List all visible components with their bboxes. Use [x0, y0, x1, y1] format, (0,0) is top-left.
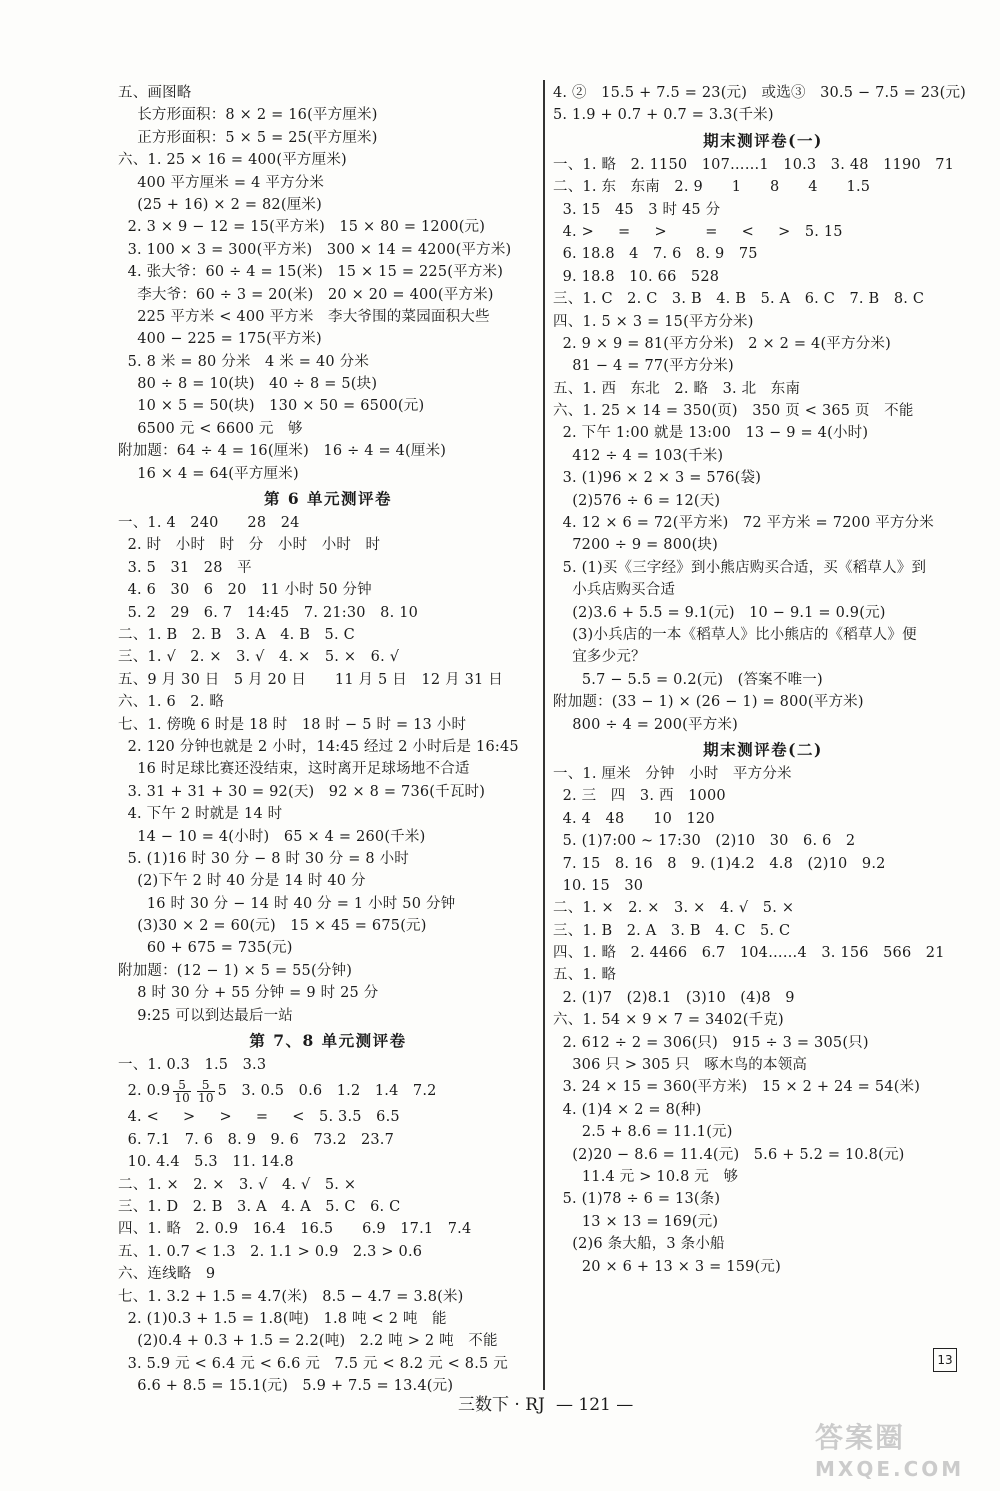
answer-line: 9:25 可以到达最后一站: [118, 1007, 294, 1024]
answer-line: 2. 时 小时 时 分 小时 小时 时: [118, 537, 381, 554]
answer-line: 306 只 > 305 只 啄木鸟的本领高: [553, 1057, 808, 1074]
answer-line: 6500 元 < 6600 元 够: [118, 420, 303, 437]
answer-line: 六、1. 6 2. 略: [118, 694, 225, 711]
answer-line: 七、1. 3.2 + 1.5 = 4.7(米) 8.5 − 4.7 = 3.8(米): [118, 1288, 464, 1305]
fraction-denominator: 10: [198, 1090, 214, 1105]
answer-line: 11.4 元 > 10.8 元 够: [553, 1168, 739, 1185]
answer-line: (3)30 × 2 = 60(元) 15 × 45 = 675(元): [118, 918, 427, 935]
answer-line: 2. (1)7 (2)8.1 (3)10 (4)8 9: [553, 989, 795, 1006]
answer-line: 长方形面积：8 × 2 = 16(平方厘米): [118, 107, 378, 124]
answer-line: 五、1. 略: [553, 967, 617, 984]
fraction-denominator: 10: [174, 1090, 190, 1105]
answer-line: 7. 15 8. 16 8 9. (1)4.2 4.8 (2)10 9.2: [553, 855, 886, 872]
answer-text: 2. 0.9: [118, 1083, 171, 1100]
answer-line: 2. 120 分钟也就是 2 小时，14:45 经过 2 小时后是 16:45: [118, 738, 519, 755]
answer-line: 六、1. 54 × 9 × 7 = 3402(千克): [553, 1012, 784, 1029]
answer-line: 正方形面积：5 × 5 = 25(平方厘米): [118, 129, 378, 146]
answer-line: 二、1. B 2. B 3. A 4. B 5. C: [118, 626, 355, 643]
answer-line: 七、1. 傍晚 6 时是 18 时 18 时 − 5 时 = 13 小时: [118, 716, 467, 733]
answer-line: 二、1. × 2. × 3. × 4. √ 5. ×: [553, 900, 795, 917]
fraction-numerator: 5: [173, 1079, 191, 1092]
answer-line: 8 时 30 分 + 55 分钟 = 9 时 25 分: [118, 985, 379, 1002]
answer-line: 5. 1.9 + 0.7 + 0.7 = 3.3(千米): [553, 107, 774, 124]
answer-line: 六、1. 25 × 14 = 350(页) 350 页 < 365 页 不能: [553, 403, 914, 420]
section-title: 期末测评卷(二): [703, 739, 823, 759]
answer-line: 五、画图略: [118, 85, 192, 101]
section-title: 第 7、8 单元测评卷: [249, 1031, 407, 1051]
answer-line: 6. 7.1 7. 6 8. 9 9. 6 73.2 23.7: [118, 1131, 395, 1148]
answer-line: (2)0.4 + 0.3 + 1.5 = 2.2(吨) 2.2 吨 > 2 吨 不能: [118, 1333, 498, 1350]
answer-line: 六、连线略 9: [118, 1266, 216, 1283]
section-title: 第 6 单元测评卷: [263, 489, 393, 509]
left-answer-column: [118, 82, 538, 1397]
answer-line: 16 时足球比赛还没结束，这时离开足球场地不合适: [118, 761, 470, 778]
answer-line: 2. 下午 1:00 就是 13:00 13 − 9 = 4(小时): [553, 425, 869, 442]
answer-line: 一、1. 厘米 分钟 小时 平方分米: [553, 765, 792, 782]
answer-line: 10. 4.4 5.3 11. 14.8: [118, 1154, 294, 1171]
answer-text: 5 3. 0.5 0.6 1.2 1.4 7.2: [217, 1083, 437, 1100]
answer-line: 2. 3 × 9 − 12 = 15(平方米) 15 × 80 = 1200(元): [118, 219, 486, 236]
answer-line: 2. 612 ÷ 2 = 306(只) 915 ÷ 3 = 305(只): [553, 1034, 869, 1051]
answer-line: 一、1. 4 240 28 24: [118, 515, 300, 532]
answer-line: 4. 12 × 6 = 72(平方米) 72 平方米 = 7200 平方分米: [553, 515, 935, 532]
answer-line: 4. ② 15.5 + 7.5 = 23(元) 或选③ 30.5 − 7.5 = 23(元): [553, 85, 967, 101]
answer-line: 小兵店购买合适: [553, 582, 676, 599]
answer-line: 三、1. D 2. B 3. A 4. A 5. C 6. C: [118, 1198, 401, 1215]
answer-line: 5. (1)买《三字经》到小熊店购买合适，买《稻草人》到: [553, 559, 927, 576]
answer-line: (2)576 ÷ 6 = 12(天): [553, 492, 721, 509]
answer-line: (2)3.6 + 5.5 = 9.1(元) 10 − 9.1 = 0.9(元): [553, 604, 886, 621]
answer-line: 81 − 4 = 77(平方分米): [553, 358, 734, 375]
answer-line: 5. (1)16 时 30 分 − 8 时 30 分 = 8 小时: [118, 850, 410, 867]
fraction: [197, 1079, 215, 1104]
answer-line: 6.6 + 8.5 = 15.1(元) 5.9 + 7.5 = 13.4(元): [118, 1378, 454, 1395]
answer-line: 3. 100 × 3 = 300(平方米) 300 × 14 = 4200(平方米): [118, 241, 512, 258]
answer-line: 412 ÷ 4 = 103(千米): [553, 447, 724, 464]
answer-line: 三、1. B 2. A 3. B 4. C 5. C: [553, 922, 791, 939]
watermark-text-url: MXQE.COM: [815, 1457, 965, 1481]
answer-line: 5. 2 29 6. 7 14:45 7. 21:30 8. 10: [118, 604, 419, 621]
answer-line: 2. 三 四 3. 西 1000: [553, 788, 726, 805]
answer-line: 5.7 − 5.5 = 0.2(元) (答案不唯一): [553, 671, 823, 688]
fraction: [173, 1079, 191, 1104]
answer-line: 4. > = > = < > 5. 15: [553, 223, 843, 240]
answer-line: 60 + 675 = 735(元): [118, 940, 293, 957]
page-footer: [0, 1390, 1000, 1420]
answer-line: 10 × 5 = 50(块) 130 × 50 = 6500(元): [118, 398, 425, 415]
answer-line: 四、1. 5 × 3 = 15(平方分米): [553, 313, 754, 330]
answer-line: 附加题：(12 − 1) × 5 = 55(分钟): [118, 962, 353, 979]
answer-line: 二、1. 东 东南 2. 9 1 8 4 1.5: [553, 179, 871, 196]
answer-line: (25 + 16) × 2 = 82(厘米): [118, 196, 322, 213]
answer-line: 400 − 225 = 175(平方米): [118, 331, 322, 348]
watermark-text-cn: 答案圈: [815, 1421, 906, 1454]
answer-line: 宜多少元？: [553, 649, 646, 666]
answer-line: 李大爷：60 ÷ 3 = 20(米) 20 × 20 = 400(平方米): [118, 286, 494, 303]
answer-line: 4. (1)4 × 2 = 8(种): [553, 1101, 702, 1118]
answer-line: 20 × 6 + 13 × 3 = 159(元): [553, 1258, 781, 1275]
answer-line: (2)下午 2 时 40 分是 14 时 40 分: [118, 873, 366, 890]
answer-line: 9. 18.8 10. 66 528: [553, 268, 720, 285]
answer-line: 六、1. 25 × 16 = 400(平方厘米): [118, 152, 347, 169]
answer-line: 一、1. 0.3 1.5 3.3: [118, 1057, 267, 1074]
answer-line: 一、1. 略 2. 1150 107……1 10.3 3. 48 1190 71: [553, 156, 955, 173]
answer-line: 三、1. C 2. C 3. B 4. B 5. A 6. C 7. B 8. C: [553, 291, 925, 308]
answer-line: 3. 15 45 3 时 45 分: [553, 201, 721, 218]
answer-line: 3. 5 31 28 平: [118, 559, 252, 576]
fraction-numerator: 5: [197, 1079, 215, 1092]
answer-line: 四、1. 略 2. 0.9 16.4 16.5 6.9 17.1 7.4: [118, 1221, 472, 1238]
column-divider: [543, 80, 545, 1390]
answer-line: 三、1. √ 2. × 3. √ 4. × 5. × 6. √: [118, 649, 400, 666]
answer-line: 16 时 30 分 − 14 时 40 分 = 1 小时 50 分钟: [118, 895, 456, 912]
answer-line: 400 平方厘米 = 4 平方分米: [118, 174, 325, 191]
answer-line: 4. < > > = < 5. 3.5 6.5: [118, 1109, 400, 1126]
answer-line: 3. 24 × 15 = 360(平方米) 15 × 2 + 24 = 54(米): [553, 1079, 921, 1096]
answer-line: 四、1. 略 2. 4466 6.7 104……4 3. 156 566 21: [553, 945, 945, 962]
answer-line: 800 ÷ 4 = 200(平方米): [553, 716, 738, 733]
answer-line: 附加题：(33 − 1) × (26 − 1) = 800(平方米): [553, 694, 864, 711]
answer-line: 4. 下午 2 时就是 14 时: [118, 806, 283, 823]
answer-line: 14 − 10 = 4(小时) 65 × 4 = 260(千米): [118, 828, 426, 845]
answer-line: 16 × 4 = 64(平方厘米): [118, 465, 299, 482]
answer-line: 3. 31 + 31 + 30 = 92(天) 92 × 8 = 736(千瓦时): [118, 783, 486, 800]
answer-line: 5. (1)7:00 ~ 17:30 (2)10 30 6. 6 2: [553, 833, 856, 850]
answer-line: 5. (1)78 ÷ 6 = 13(条): [553, 1191, 721, 1208]
footer-subject: 三数下 · RJ: [458, 1395, 545, 1415]
answer-line: 10. 15 30: [553, 877, 644, 894]
answer-line: 7200 ÷ 9 = 800(块): [553, 537, 718, 554]
answer-line: 2. (1)0.3 + 1.5 = 1.8(吨) 1.8 吨 < 2 吨 能: [118, 1310, 447, 1327]
answer-line: 五、1. 0.7 < 1.3 2. 1.1 > 0.9 2.3 > 0.6: [118, 1243, 423, 1260]
answer-line: 225 平方米 < 400 平方米 李大爷围的菜园面积大些: [118, 308, 490, 325]
right-answer-column: [553, 82, 973, 1278]
watermark-logo: [815, 1420, 995, 1490]
answer-line: 5. 8 米 = 80 分米 4 米 = 40 分米: [118, 353, 370, 370]
answer-line: 4. 张大爷：60 ÷ 4 = 15(米) 15 × 15 = 225(平方米): [118, 264, 504, 281]
answer-line: 3. 5.9 元 < 6.4 元 < 6.6 元 7.5 元 < 8.2 元 < 8.5 元: [118, 1355, 508, 1372]
answer-line: 五、9 月 30 日 5 月 20 日 11 月 5 日 12 月 31 日: [118, 671, 503, 688]
answer-line: 五、1. 西 东北 2. 略 3. 北 东南: [553, 380, 801, 397]
answer-line: (2)20 − 8.6 = 11.4(元) 5.6 + 5.2 = 10.8(元): [553, 1146, 905, 1163]
answer-line: 3. (1)96 × 2 × 3 = 576(袋): [553, 470, 762, 487]
section-title: 期末测评卷(一): [703, 130, 823, 150]
section-page-badge: 13: [933, 1348, 957, 1372]
answer-line-with-fractions: [118, 1076, 538, 1106]
answer-line: 4. 4 48 10 120: [553, 810, 715, 827]
answer-line: 80 ÷ 8 = 10(块) 40 ÷ 8 = 5(块): [118, 376, 378, 393]
answer-line: (3)小兵店的一本《稻草人》比小熊店的《稻草人》便: [553, 626, 917, 643]
answer-line: 4. 6 30 6 20 11 小时 50 分钟: [118, 582, 372, 599]
answer-line: 附加题：64 ÷ 4 = 16(厘米) 16 ÷ 4 = 4(厘米): [118, 443, 447, 460]
answer-line: 6. 18.8 4 7. 6 8. 9 75: [553, 246, 758, 263]
answer-line: 二、1. × 2. × 3. √ 4. √ 5. ×: [118, 1176, 357, 1193]
answer-line: 2. 9 × 9 = 81(平方分米) 2 × 2 = 4(平方分米): [553, 335, 891, 352]
answer-line: 13 × 13 = 169(元): [553, 1213, 719, 1230]
footer-page-number: — 121 —: [556, 1395, 634, 1415]
answer-line: 2.5 + 8.6 = 11.1(元): [553, 1124, 733, 1141]
answer-line: (2)6 条大船，3 条小船: [553, 1236, 725, 1253]
